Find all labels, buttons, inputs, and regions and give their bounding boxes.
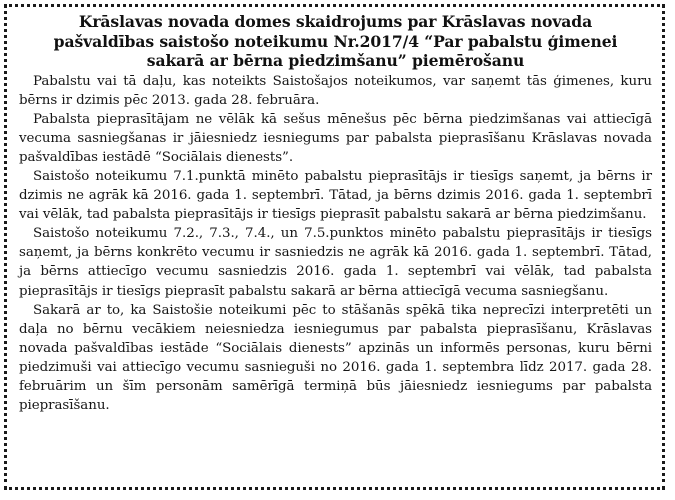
paragraph-age-benefit: Saistošo noteikumu 7.2., 7.3., 7.4., un 7.5.punktos minēto pabalstu pieprasītājs ir tiesīgs saņemt, ja bērns konkrēto vecumu ir sasniedzis ne agrāk kā 2016. gada 1. septembrī. Tātad, ja bērns attiecīgo vecumu sasniedzis 2016. gada 1. septembrī vai vēlāk, tad pabalsta pieprasītājs ir tiesīgs pieprasīt pabalstu sakarā ar bērna attiecīgā vecuma sasniegšanu. <box>19 226 652 299</box>
newspaper-clipping <box>4 4 665 490</box>
paragraph-eligibility: Pabalstu vai tā daļu, kas noteikts Saistošajos noteikumos, var saņemt tās ģimenes, kuru bērns ir dzimis pēc 2013. gada 28. februāra. <box>19 73 652 108</box>
headline-line-3: sakarā ar bērna piedzimšanu” piemērošanu <box>146 51 525 70</box>
article-headline <box>19 12 652 71</box>
headline-line-1: Krāslavas novada domes skaidrojums par Krāslavas novada <box>78 12 593 31</box>
headline-line-2: pašvaldības saistošo noteikumu Nr.2017/4 “Par pabalstu ģimenei <box>53 31 618 51</box>
paragraph-clarification: Sakarā ar to, ka Saistošie noteikumi pēc to stāšanās spēkā tika neprecīzi interpretēti un daļa no bērnu vecākiem neiesniedza iesniegumus par pabalsta pieprasīšanu, Krāslavas novada pašvaldības iestāde “Sociālais dienests” apzinās un informēs personas, kuru bērni piedzimuši vai attiecīgo vecumu sasnieguši no 2016. gada 1. septembra līdz 2017. gada 28. februārim un šīm personām samērīgā termiņā būs jāiesniedz iesniegums par pabalsta pieprasīšanu. <box>19 302 652 414</box>
paragraph-application-deadline: Pabalsta pieprasītājam ne vēlāk kā sešus mēnešus pēc bērna piedzimšanas vai attiecīgā vecuma sasniegšanas ir jāiesniedz iesniegums par pabalsta pieprasīšanu Krāslavas novada pašvaldības iestādē “Sociālais dienests”. <box>19 111 652 165</box>
article-body <box>19 72 652 416</box>
paragraph-birth-benefit: Saistošo noteikumu 7.1.punktā minēto pabalstu pieprasītājs ir tiesīgs saņemt, ja bērns ir dzimis ne agrāk kā 2016. gada 1. septembrī. Tātad, ja bērns dzimis 2016. gada 1. septembrī vai vēlāk, tad pabalsta pieprasītājs ir tiesīgs pieprasīt pabalstu sakarā ar bērna piedzimšanu. <box>19 168 652 223</box>
